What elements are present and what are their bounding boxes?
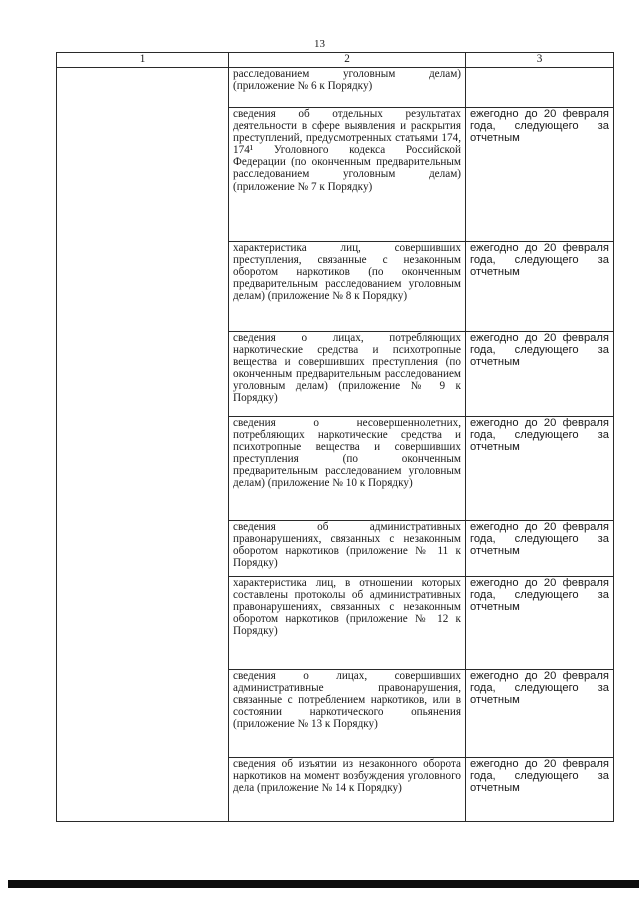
header-row xyxy=(57,53,614,68)
deadline-cell: ежегодно до 20 февраля года, следующего за отчетным xyxy=(466,332,614,417)
table-header xyxy=(57,53,614,68)
description-cell: сведения о лицах, совершивших административные правонарушения, связанные с потреблением наркотиков, или в состоянии наркотического опьянения (приложение № 13 к Порядку) xyxy=(229,670,466,758)
table-body xyxy=(57,68,614,822)
deadline-cell: ежегодно до 20 февраля года, следующего за отчетным xyxy=(466,242,614,332)
table-row xyxy=(57,68,614,108)
header-col-3: 3 xyxy=(466,53,614,68)
header-col-1: 1 xyxy=(57,53,229,68)
header-col-2: 2 xyxy=(229,53,466,68)
deadline-cell xyxy=(466,68,614,108)
description-cell: характеристика лиц, в отношении которых составлены протоколы об административных правонарушениях, связанных с незаконным оборотом наркотиков (приложение № 12 к Порядку) xyxy=(229,577,466,670)
deadline-cell: ежегодно до 20 февраля года, следующего за отчетным xyxy=(466,108,614,242)
description-cell: сведения о лицах, потребляющих наркотические средства и психотропные вещества и совершивших преступления (по оконченным предварительным расследованием уголовным делам) (приложение № 9 к Порядку) xyxy=(229,332,466,417)
deadline-cell: ежегодно до 20 февраля года, следующего за отчетным xyxy=(466,577,614,670)
description-cell: характеристика лиц, совершивших преступления, связанные с незаконным оборотом наркотиков (по оконченным предварительным расследованием уголовным делам) (приложение № 8 к Порядку) xyxy=(229,242,466,332)
description-cell: сведения об административных правонарушениях, связанных с незаконным оборотом наркотиков (приложение № 11 к Порядку) xyxy=(229,521,466,577)
description-cell: сведения о несовершеннолетних, потребляющих наркотические средства и психотропные вещества и совершивших преступления (по оконченным предварительным расследованием уголовным делам) (приложение № 10 к Порядку) xyxy=(229,417,466,521)
deadline-cell: ежегодно до 20 февраля года, следующего за отчетным xyxy=(466,670,614,758)
deadline-cell: ежегодно до 20 февраля года, следующего за отчетным xyxy=(466,521,614,577)
deadline-cell: ежегодно до 20 февраля года, следующего за отчетным xyxy=(466,417,614,521)
column-1-cell xyxy=(57,68,229,822)
description-cell: сведения об отдельных результатах деятельности в сфере выявления и раскрытия преступлений, предусмотренных статьями 174, 174¹ Уголовного кодекса Российской Федерации (по оконченным предварительным расследованием уголовным делам) (приложение № 7 к Порядку) xyxy=(229,108,466,242)
scan-edge-bar xyxy=(8,880,639,888)
description-cell: сведения об изъятии из незаконного оборота наркотиков на момент возбуждения уголовного дела (приложение № 14 к Порядку) xyxy=(229,758,466,822)
description-cell: расследованием уголовным делам) (приложение № 6 к Порядку) xyxy=(229,68,466,108)
deadline-cell: ежегодно до 20 февраля года, следующего за отчетным xyxy=(466,758,614,822)
reporting-table xyxy=(56,52,614,822)
page-number: 13 xyxy=(314,38,325,50)
